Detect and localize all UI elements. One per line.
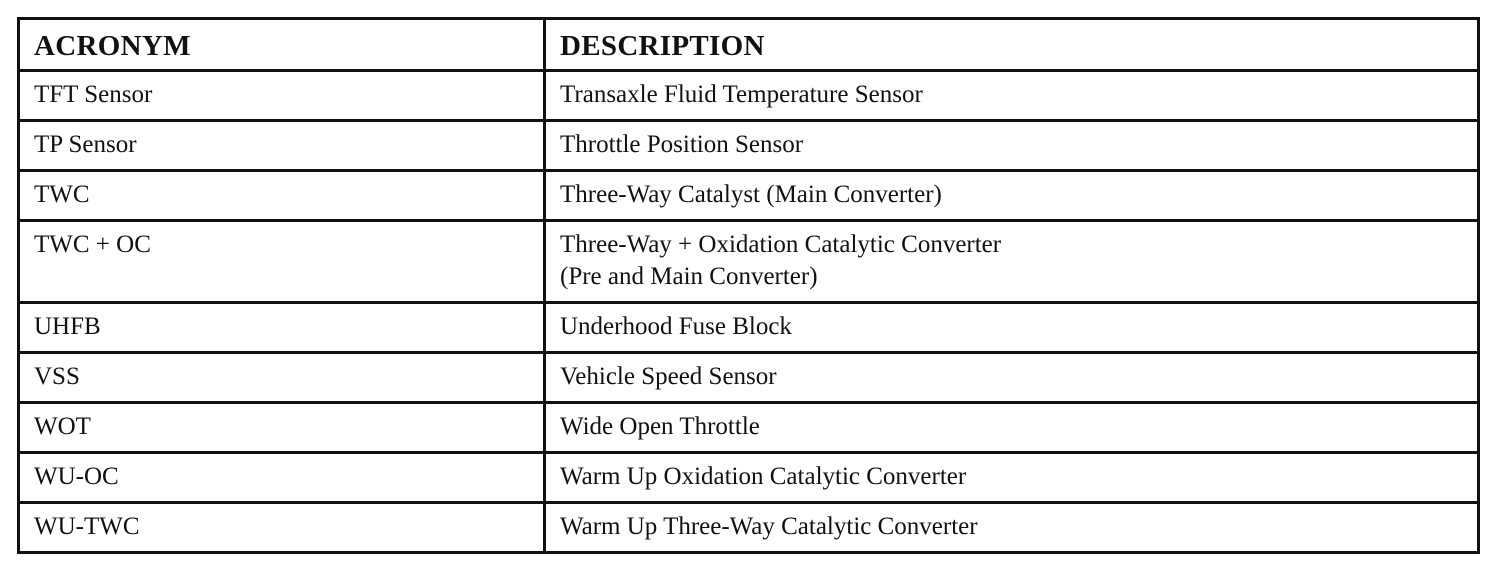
table-row: [19, 453, 1479, 503]
description-cell: [545, 71, 1479, 121]
description-line: Three-Way Catalyst (Main Converter): [560, 181, 942, 208]
acronym-cell: WU-TWC: [19, 503, 545, 553]
acronym-cell: TP Sensor: [19, 121, 545, 171]
table-header-row: [19, 19, 1479, 71]
acronym-cell: TWC: [19, 171, 545, 221]
description-line: Warm Up Oxidation Catalytic Converter: [560, 463, 967, 490]
description-column-header: DESCRIPTION: [545, 19, 1479, 71]
description-line: Underhood Fuse Block: [560, 313, 792, 340]
acronym-cell: WOT: [19, 403, 545, 453]
description-cell: [545, 403, 1479, 453]
description-cell: [545, 171, 1479, 221]
description-cell: [545, 303, 1479, 353]
acronym-cell: VSS: [19, 353, 545, 403]
description-cell: [545, 453, 1479, 503]
table-row: [19, 171, 1479, 221]
description-cell: [545, 221, 1479, 303]
description-cell: [545, 503, 1479, 553]
table-row: [19, 353, 1479, 403]
acronym-table: [17, 17, 1480, 554]
description-line: Throttle Position Sensor: [560, 131, 804, 158]
acronym-cell: UHFB: [19, 303, 545, 353]
acronym-cell: WU-OC: [19, 453, 545, 503]
acronym-cell: TWC + OC: [19, 221, 545, 303]
acronym-cell: TFT Sensor: [19, 71, 545, 121]
table-body: [19, 71, 1479, 553]
description-line: (Pre and Main Converter): [560, 263, 818, 290]
table-row: [19, 71, 1479, 121]
description-line: Warm Up Three-Way Catalytic Converter: [560, 513, 978, 540]
table-row: [19, 303, 1479, 353]
description-line: Vehicle Speed Sensor: [560, 363, 777, 390]
table-row: [19, 221, 1479, 303]
description-line: Wide Open Throttle: [560, 413, 760, 440]
table-row: [19, 121, 1479, 171]
table-row: [19, 403, 1479, 453]
description-line: Transaxle Fluid Temperature Sensor: [560, 81, 923, 108]
acronym-column-header: ACRONYM: [19, 19, 545, 71]
description-cell: [545, 121, 1479, 171]
description-line: Three-Way + Oxidation Catalytic Converter: [560, 231, 1002, 258]
table-row: [19, 503, 1479, 553]
description-cell: [545, 353, 1479, 403]
